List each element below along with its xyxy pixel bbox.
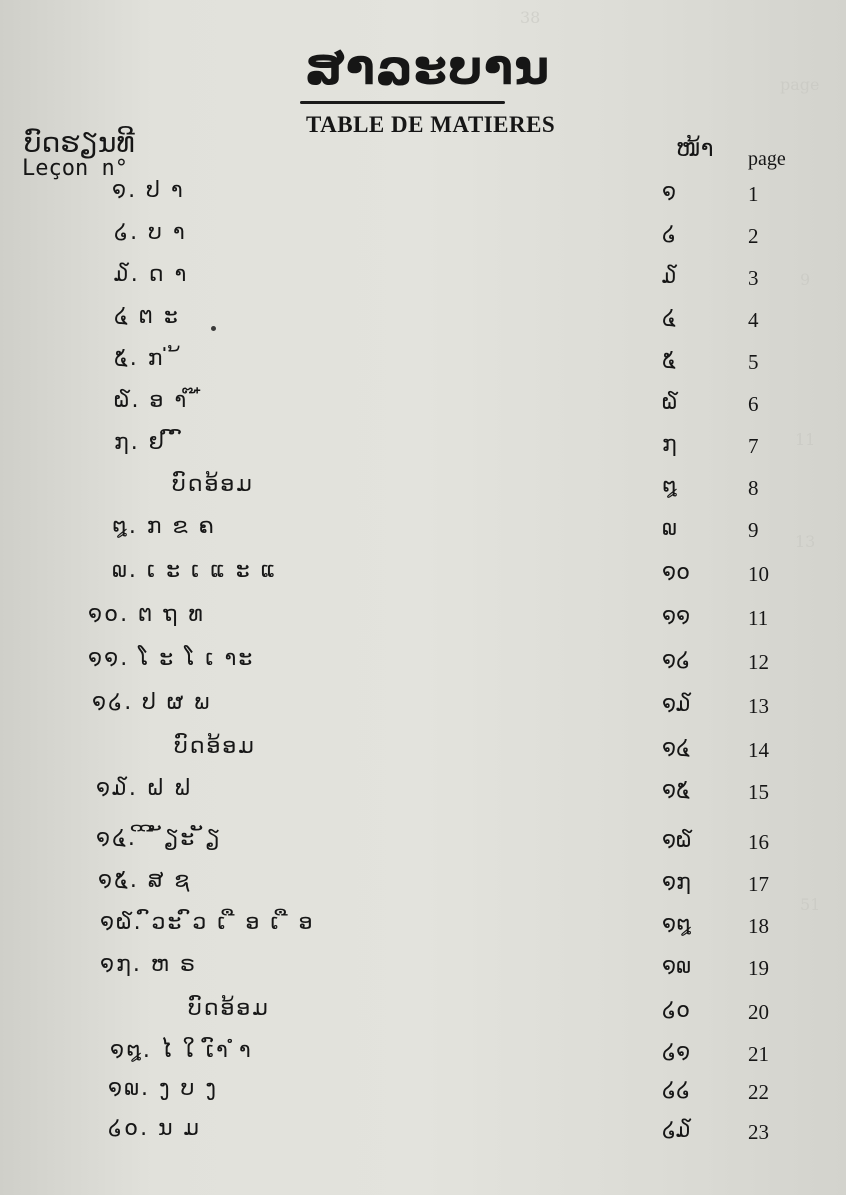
toc-row [0,178,846,218]
toc-row [0,826,846,866]
lesson-entry: ໑໑. ໂ ະ ໂ ເ າະ [88,646,255,671]
lesson-column-header-lao: ບົດຮຽນທີ [24,126,135,159]
lesson-entry: ໑. ປ າ [112,178,185,203]
toc-row [0,514,846,554]
page-column-header-fr: page [748,148,786,170]
lesson-column-header-fr: Leçon n° [22,156,128,181]
page-number: 3 [748,266,759,290]
bleed-through: 38 [520,8,541,27]
toc-row [0,690,846,730]
bleed-through: 9 [800,270,811,289]
lesson-entry: ໘. ກ ຂ ຄ [112,514,216,539]
page-number: 14 [748,738,769,762]
lao-page-number: ໑໙ [662,954,691,979]
toc-row [0,952,846,992]
bleed-through: 13 [795,532,816,551]
lao-page-number: ໒໐ [662,998,691,1023]
toc-row [0,1116,846,1156]
page-number: 2 [748,224,759,248]
page-number: 12 [748,650,769,674]
page-number: 18 [748,914,769,938]
lao-page-number: ໑ [662,180,677,205]
lao-page-number: ໒໑ [662,1040,691,1065]
toc-row [0,388,846,428]
page-number: 8 [748,476,759,500]
lao-page-number: ໙ [662,516,677,541]
toc-row [0,996,846,1036]
lao-page-number: ໑໒ [662,648,691,673]
page-number: 21 [748,1042,769,1066]
lesson-entry: ໗. ຢ ົ ົ [114,430,184,455]
lesson-entry: ໖. ອ າ ໊ ໋ [114,388,207,413]
page-number: 20 [748,1000,769,1024]
page-number: 7 [748,434,759,458]
bleed-through: 51 [800,895,821,914]
lao-page-number: ໒ [662,222,677,247]
lesson-entry: ບົດອ້ອມ [174,734,256,759]
toc-row [0,1076,846,1116]
page-number: 15 [748,780,769,804]
lao-page-number: ໗ [662,432,677,457]
lesson-entry: ໔ ຕ ະ [114,304,180,329]
lesson-entry: ໑໗. ຫ ຣ [100,952,197,977]
lesson-entry: ໑໖. ົວະ ົວ ເ ື ອ ເ ື ອ [100,910,315,935]
lesson-entry: ໑໕. ສ ຊ [98,868,192,893]
page-number: 4 [748,308,759,332]
toc-row [0,646,846,686]
toc-row [0,734,846,774]
lao-page-number: ໑໘ [662,912,691,937]
lao-page-number: ໘ [662,474,677,499]
lesson-entry: ບົດອ້ອມ [188,996,270,1021]
toc-row [0,304,846,344]
page-number: 23 [748,1120,769,1144]
lao-page-number: ໒໒ [662,1078,691,1103]
page-number: 22 [748,1080,769,1104]
page-number: 9 [748,518,759,542]
lesson-entry: ໑໒. ປ ຜ ພ [92,690,212,715]
lesson-entry: ໒໐. ນ ມ [108,1116,201,1141]
lesson-entry: ໕. ກ ່ ້ [114,346,183,371]
toc-row [0,868,846,908]
toc-row [0,910,846,950]
page-number: 6 [748,392,759,416]
lesson-entry: ໑໔. ິ ີ ັຽະ ັຽ [96,826,222,851]
lao-page-number: ໓ [662,264,677,289]
toc-row [0,430,846,470]
page-subtitle: TABLE DE MATIERES [306,112,556,137]
toc-row [0,346,846,386]
page-number: 5 [748,350,759,374]
lesson-entry: ໑໙. ງ ບ ງ [108,1076,218,1101]
page-number: 13 [748,694,769,718]
page-number: 17 [748,872,769,896]
lesson-entry: ໑໐. ຕ ຖ ທ [88,602,205,627]
page-number: 10 [748,562,769,586]
bleed-through: 11 [795,430,816,449]
lao-page-number: ໔ [662,306,676,331]
lao-page-number: ໑໖ [662,828,692,853]
page-column-header-lao: ໜ້າ [676,134,714,162]
bleed-through: page [780,75,820,94]
lao-page-number: ໖ [662,390,678,415]
toc-row [0,776,846,816]
lesson-entry: ໙. ເ ະ ເ ແ ະ ແ [112,558,278,583]
toc-row [0,1038,846,1078]
toc-row [0,558,846,598]
lao-page-number: ໑໑ [662,604,691,629]
title-underline [300,101,505,104]
page-number: 11 [748,606,769,630]
lesson-entry: ໓. ດ າ [114,262,189,287]
page-number: 19 [748,956,769,980]
lao-page-number: ໑໗ [662,870,691,895]
toc-row [0,262,846,302]
toc-row [0,220,846,260]
page-title: ສາລະບານ [305,40,551,96]
lesson-entry: ໑໓. ຝ ຟ [96,776,192,801]
lesson-entry: ບົດອ້ອມ [172,472,254,497]
lao-page-number: ໑໔ [662,736,690,761]
lao-page-number: ໑໕ [662,778,690,803]
lao-page-number: ໒໓ [662,1118,691,1143]
lao-page-number: ໑໓ [662,692,691,717]
toc-row [0,602,846,642]
toc-row [0,472,846,512]
lesson-entry: ໑໘. ໄ ໃ ເົາ ໍາ [110,1038,253,1063]
lao-page-number: ໑໐ [662,560,691,585]
page-number: 1 [748,182,759,206]
lesson-entry: ໒. ບ າ [114,220,187,245]
lao-page-number: ໕ [662,348,676,373]
page-number: 16 [748,830,769,854]
